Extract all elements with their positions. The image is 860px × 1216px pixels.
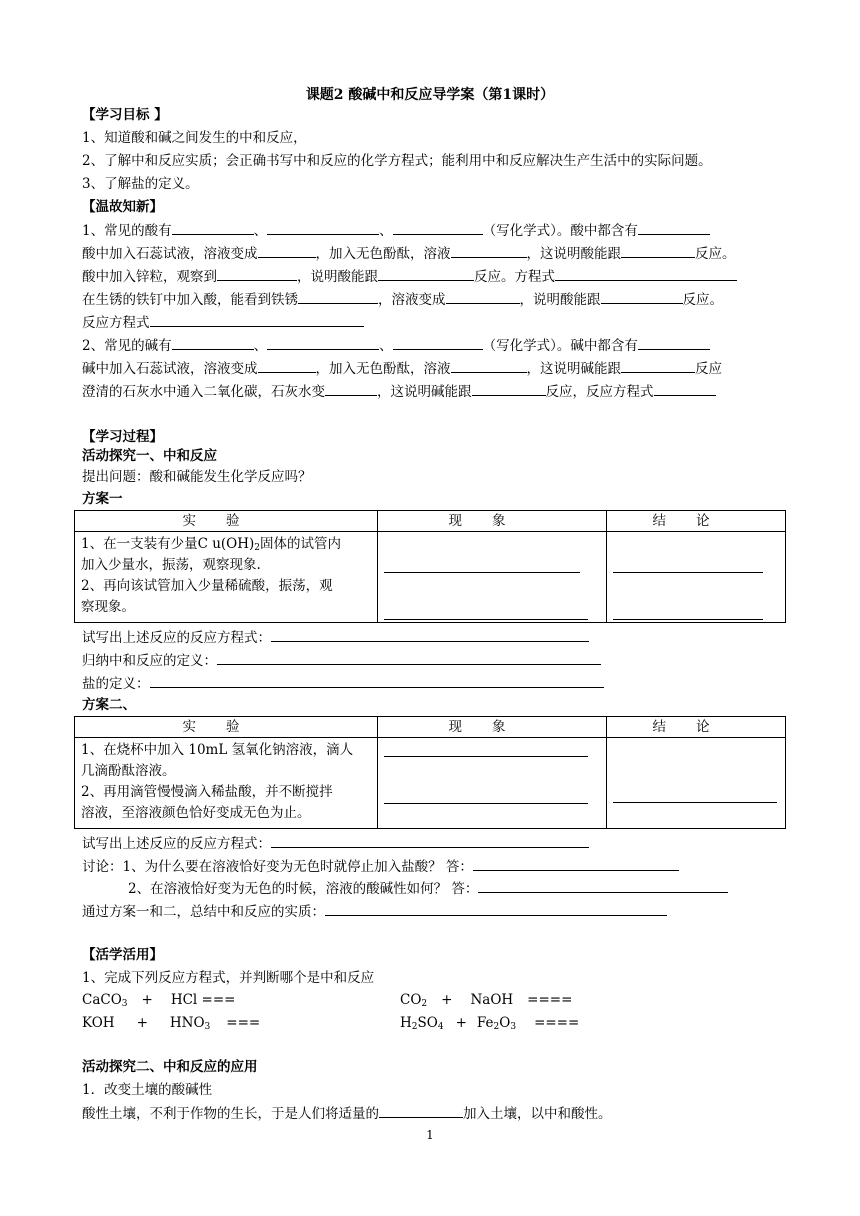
- plan-1-label: 方案一: [82, 491, 123, 507]
- blank[interactable]: [172, 336, 254, 350]
- phenomenon-cell[interactable]: [378, 532, 607, 623]
- equation-koh-hno3: KOH + $HNO_3$ ===: [82, 1015, 261, 1032]
- review-line-4: 在生锈的铁钉中加入酸，能看到铁锈 ，溶液变成 ，说明酸能跟 反应。: [82, 292, 723, 308]
- page-title: 课题2 酸碱中和反应导学案（第1课时）: [305, 87, 555, 103]
- activity-1-heading: 活动探究一、中和反应: [82, 448, 217, 464]
- goal-3: 3、了解盐的定义。: [82, 176, 199, 192]
- review-line-3: 酸中加入锌粒，观察到 ，说明酸能跟 反应。方程式: [82, 267, 737, 286]
- discussion-1: 讨论：1、为什么要在溶液恰好变为无色时就停止加入盐酸？ 答：: [82, 857, 679, 876]
- review-line-5: 反应方程式: [82, 313, 364, 332]
- blank[interactable]: [267, 336, 379, 350]
- blank[interactable]: [325, 382, 377, 396]
- plan-2-table: [74, 716, 786, 829]
- apply-question: 1、完成下列反应方程式，并判断哪个是中和反应: [82, 970, 375, 986]
- blank[interactable]: [451, 359, 527, 373]
- blank[interactable]: [621, 359, 695, 373]
- section-learning-goals: 【学习目标 】: [82, 107, 168, 123]
- review-line-6: 2、常见的碱有 、 、 （写化学式）。碱中都含有: [82, 336, 710, 355]
- blank[interactable]: [621, 244, 695, 258]
- review-line-8: 澄清的石灰水中通入二氧化碳，石灰水变 ，这说明碱能跟 反应，反应方程式: [82, 382, 716, 401]
- blank[interactable]: [150, 674, 604, 688]
- blank[interactable]: [654, 382, 716, 396]
- plan-2-equation-prompt: 试写出上述反应的反应方程式：: [82, 834, 589, 853]
- blank[interactable]: [555, 267, 737, 281]
- header-experiment: 实验: [182, 719, 270, 735]
- blank[interactable]: [478, 879, 728, 893]
- experiment-cell: 1、在一支装有少量C $u(OH)_2$固体的试管内 加入少量水，振荡，观察现象. 2、再向该试管加入少量稀硫酸，振荡，观 察现象。: [75, 532, 378, 623]
- blank[interactable]: [638, 221, 710, 235]
- goal-2: 2、了解中和反应实质；会正确书写中和反应的化学方程式；能利用中和反应解决生产生活中的实际问题。: [82, 153, 712, 169]
- page-number: 1: [426, 1128, 434, 1142]
- neutralization-definition-prompt: 归纳中和反应的定义：: [82, 651, 601, 670]
- blank[interactable]: [451, 244, 527, 258]
- soil-heading: 1．改变土壤的酸碱性: [82, 1082, 213, 1098]
- blank[interactable]: [446, 290, 520, 304]
- blank[interactable]: [325, 902, 667, 916]
- table-header-row: [75, 511, 786, 532]
- question-text: 提出问题：酸和碱能发生化学反应吗？: [82, 469, 312, 485]
- activity-2-heading: 活动探究二、中和反应的应用: [82, 1059, 258, 1075]
- goal-1: 1、知道酸和碱之间发生的中和反应，: [82, 130, 307, 146]
- table-header-row: [75, 717, 786, 738]
- section-learning-process: 【学习过程】: [82, 429, 163, 445]
- summary-prompt: 通过方案一和二，总结中和反应的实质：: [82, 902, 667, 921]
- header-conclusion: 结论: [652, 513, 740, 529]
- review-line-2: 酸中加入石蕊试液，溶液变成 ，加入无色酚酞，溶液 ，这说明酸能跟 反应。: [82, 246, 736, 262]
- salt-definition-prompt: 盐的定义：: [82, 674, 604, 693]
- blank[interactable]: [393, 336, 483, 350]
- blank[interactable]: [172, 221, 254, 235]
- blank[interactable]: [258, 244, 316, 258]
- blank[interactable]: [298, 290, 378, 304]
- blank[interactable]: [217, 651, 601, 665]
- table-row: [75, 738, 786, 829]
- conclusion-cell[interactable]: [607, 532, 786, 623]
- section-review: 【温故知新】: [82, 199, 163, 215]
- phenomenon-cell[interactable]: [378, 738, 607, 829]
- header-experiment: 实验: [182, 513, 270, 529]
- plan-1-table: [74, 510, 786, 623]
- table-row: [75, 532, 786, 623]
- blank[interactable]: [473, 857, 679, 871]
- blank[interactable]: [638, 336, 710, 350]
- blank[interactable]: [601, 290, 683, 304]
- blank[interactable]: [378, 267, 474, 281]
- conclusion-cell[interactable]: [607, 738, 786, 829]
- review-line-1: 1、常见的酸有 、 、 （写化学式）。酸中都含有: [82, 221, 710, 240]
- review-line-7: 碱中加入石蕊试液，溶液变成 ，加入无色酚酞，溶液 ，这说明碱能跟 反应: [82, 361, 722, 377]
- header-conclusion: 结论: [652, 719, 740, 735]
- equation-h2so4-fe2o3: $H_2SO_4 + Fe_2O_3$ ====: [400, 1015, 580, 1032]
- blank[interactable]: [267, 221, 379, 235]
- equation-co2-naoh: $CO_2$ + NaOH ====: [400, 992, 573, 1009]
- header-phenomenon: 现象: [448, 719, 536, 735]
- blank[interactable]: [217, 267, 297, 281]
- blank[interactable]: [379, 1104, 463, 1118]
- header-phenomenon: 现象: [448, 513, 536, 529]
- plan-2-label: 方案二、: [82, 697, 136, 713]
- blank[interactable]: [150, 313, 364, 327]
- blank[interactable]: [258, 359, 316, 373]
- discussion-2: 2、在溶液恰好变为无色的时候，溶液的酸碱性如何？ 答：: [128, 879, 728, 898]
- plan-1-equation-prompt: 试写出上述反应的反应方程式：: [82, 628, 589, 647]
- blank[interactable]: [271, 628, 589, 642]
- section-apply: 【活学活用】: [82, 947, 163, 963]
- blank[interactable]: [472, 382, 546, 396]
- experiment-cell: 1、在烧杯中加入 10mL 氢氧化钠溶液，滴人 几滴酚酞溶液。 2、再用滴管慢慢滴入稀盐酸，并不断搅拌 溶液，至溶液颜色恰好变成无色为止。: [75, 738, 378, 829]
- blank[interactable]: [393, 221, 483, 235]
- blank[interactable]: [271, 834, 589, 848]
- equation-caco3-hcl: CaCO$_3$ + HCl ===: [82, 992, 236, 1009]
- soil-text: 酸性土壤，不利于作物的生长，于是人们将适量的 加入土壤，以中和酸性。: [82, 1106, 612, 1122]
